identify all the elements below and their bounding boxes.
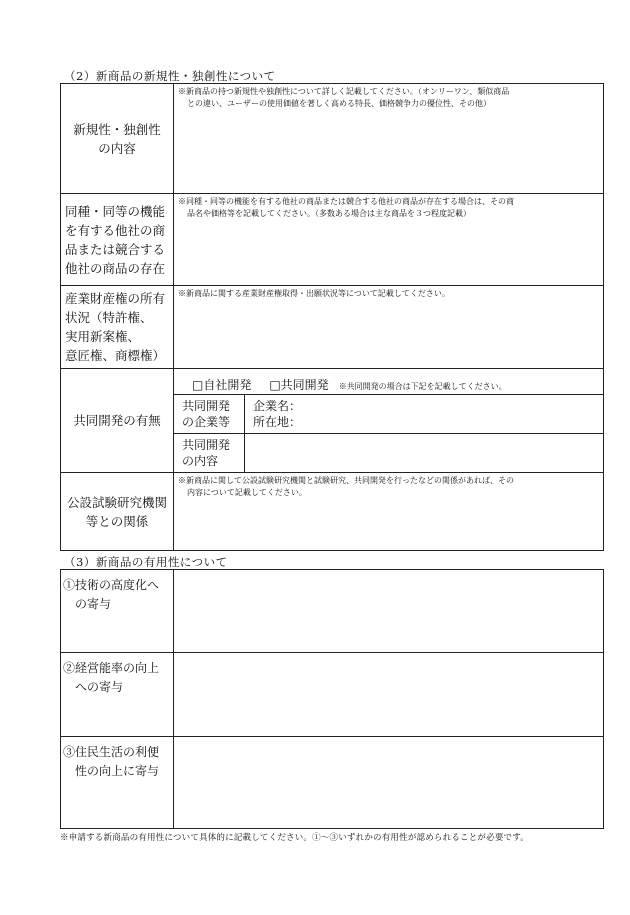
section2-table bbox=[60, 83, 604, 551]
ip-row bbox=[61, 286, 604, 369]
company-name-label: 企業名： bbox=[253, 399, 302, 413]
resident-convenience-label: ③住民生活の利便 性の向上に寄与 bbox=[61, 737, 174, 829]
joint-checkbox[interactable]: □共同開発 bbox=[269, 377, 329, 392]
joint-label: 共同開発の有無 bbox=[61, 369, 174, 473]
competitor-note: ※同種・同等の機能を有する他社の商品または競合する他社の商品が存在する場合は、その商 品名や価格等を記載してください。（多数ある場合は主な商品を３つ程度記載） bbox=[178, 197, 514, 218]
ip-note: ※新商品に関する産業財産権取得・出願状況等について記載してください。 bbox=[178, 289, 450, 298]
novelty-label: 新規性・独創性 の内容 bbox=[61, 84, 174, 194]
usefulness-footnote: ※申請する新商品の有用性について具体的に記載してください。①～③いずれかの有用性が認められることが必要です。 bbox=[60, 833, 529, 843]
novelty-note: ※新商品の持つ新規性や独創性について詳しく記載してください。（オンリーワン、類似商品 との違い、ユーザーの使用価値を著しく高める特長、価格競争力の優位性、その他） bbox=[178, 87, 510, 108]
in-house-checkbox[interactable]: □自社開発 bbox=[192, 377, 252, 392]
joint-company-label: 共同開発 の企業等 bbox=[174, 395, 245, 434]
joint-option-note: ※共同開発の場合は下記を記載してください。 bbox=[338, 381, 507, 391]
joint-options bbox=[174, 369, 604, 395]
ip-label: 産業財産権の所有 状況（特許権、 実用新案権、 意匠権、商標権） bbox=[61, 286, 174, 369]
public-lab-note: ※新商品に関して公設試験研究機関と試験研究、共同開発を行ったなどの関係があれば、その 内容について記載してください。 bbox=[178, 476, 514, 497]
usefulness-row-1 bbox=[61, 570, 604, 653]
public-lab-input[interactable] bbox=[174, 473, 604, 551]
joint-content-input[interactable] bbox=[245, 434, 604, 473]
tech-advancement-input[interactable] bbox=[174, 570, 604, 653]
public-lab-label: 公設試験研究機関 等との関係 bbox=[61, 473, 174, 551]
company-address-label: 所在地： bbox=[253, 415, 302, 429]
tech-advancement-label: ①技術の高度化へ の寄与 bbox=[61, 570, 174, 653]
public-lab-row bbox=[61, 473, 604, 551]
usefulness-row-3 bbox=[61, 737, 604, 829]
joint-company-input[interactable] bbox=[245, 395, 604, 434]
novelty-input[interactable] bbox=[174, 84, 604, 194]
novelty-row bbox=[61, 84, 604, 194]
joint-content-label: 共同開発 の内容 bbox=[174, 434, 245, 473]
section2-title: （2）新商品の新規性・独創性について bbox=[64, 69, 276, 83]
ip-input[interactable] bbox=[174, 286, 604, 369]
joint-options-row bbox=[61, 369, 604, 395]
section3-title: （3）新商品の有用性について bbox=[64, 555, 228, 569]
management-efficiency-input[interactable] bbox=[174, 653, 604, 737]
management-efficiency-label: ②経営能率の向上 への寄与 bbox=[61, 653, 174, 737]
usefulness-row-2 bbox=[61, 653, 604, 737]
competitor-input[interactable] bbox=[174, 194, 604, 286]
competitor-label: 同種・同等の機能 を有する他社の商 品または競合する 他社の商品の存在 bbox=[61, 194, 174, 286]
competitor-row bbox=[61, 194, 604, 286]
resident-convenience-input[interactable] bbox=[174, 737, 604, 829]
section3-table bbox=[60, 569, 604, 829]
